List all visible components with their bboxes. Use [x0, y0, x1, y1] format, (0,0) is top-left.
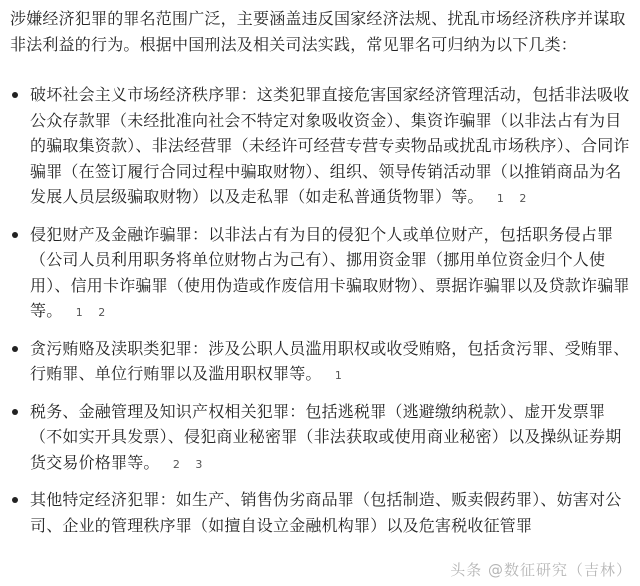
bullet-icon — [12, 409, 18, 415]
item-text: 税务、金融管理及知识产权相关犯罪：包括逃税罪（逃避缴纳税款）、虚开发票罪（不如实开具发票）、侵犯商业秘密罪（非法获取或使用商业秘密）以及操纵证券期货交易价格罪等。 — [30, 401, 622, 472]
item-text: 其他特定经济犯罪：如生产、销售伪劣商品罪（包括制造、贩卖假药罪）、妨害对公司、企业的管理秩序罪（如擅自设立金融机构罪）以及危害税收征管罪 — [30, 490, 622, 535]
list-item — [8, 487, 632, 540]
reference-links[interactable]: 1 2 — [75, 306, 112, 319]
bullet-icon — [12, 232, 18, 238]
item-text: 贪污贿赂及渎职类犯罪：涉及公职人员滥用职权或收受贿赂，包括贪污罪、受贿罪、行贿罪、单位行贿罪以及滥用职权罪等。 — [30, 338, 630, 383]
category-list — [8, 82, 632, 546]
bullet-icon — [12, 92, 18, 98]
reference-links[interactable]: 1 — [334, 369, 348, 382]
reference-links[interactable]: 2 3 — [172, 457, 209, 471]
list-item — [8, 222, 632, 326]
bullet-icon — [12, 346, 18, 352]
bullet-icon — [12, 497, 18, 503]
list-item — [8, 336, 632, 389]
item-text: 侵犯财产及金融诈骗罪：以非法占有为目的侵犯个人或单位财产，包括职务侵占罪（公司人员利用职务将单位财物占为己有）、挪用资金罪（挪用单位资金归个人使用）、信用卡诈骗罪（使用伪造或作废信用卡骗取财物）、票据诈骗罪以及贷款诈骗罪等。 — [30, 224, 630, 320]
list-item — [8, 82, 632, 212]
item-text: 破坏社会主义市场经济秩序罪：这类犯罪直接危害国家经济管理活动，包括非法吸收公众存款罪（未经批准向社会不特定对象吸收资金）、集资诈骗罪（以非法占有为目的骗取集资款）、非法经营罪（未经许可经营专营专卖物品或扰乱市场秩序）、合同诈骗罪（在签订履行合同过程中骗取财物）、组织、领导传销活动罪（以推销商品为名发展人员层级骗取财物）以及走私罪（如走私普通货物罪）等。 — [30, 85, 630, 206]
reference-links[interactable]: 1 2 — [496, 192, 533, 205]
watermark: 头条 @数征研究（吉林） — [450, 561, 632, 579]
list-item — [8, 399, 632, 478]
intro-text: 涉嫌经济犯罪的罪名范围广泛，主要涵盖违反国家经济法规、扰乱市场经济秩序并谋取非法利益的行为。根据中国刑法及相关司法实践，常见罪名可归纳为以下几类： — [10, 9, 626, 54]
intro-paragraph — [10, 6, 630, 58]
